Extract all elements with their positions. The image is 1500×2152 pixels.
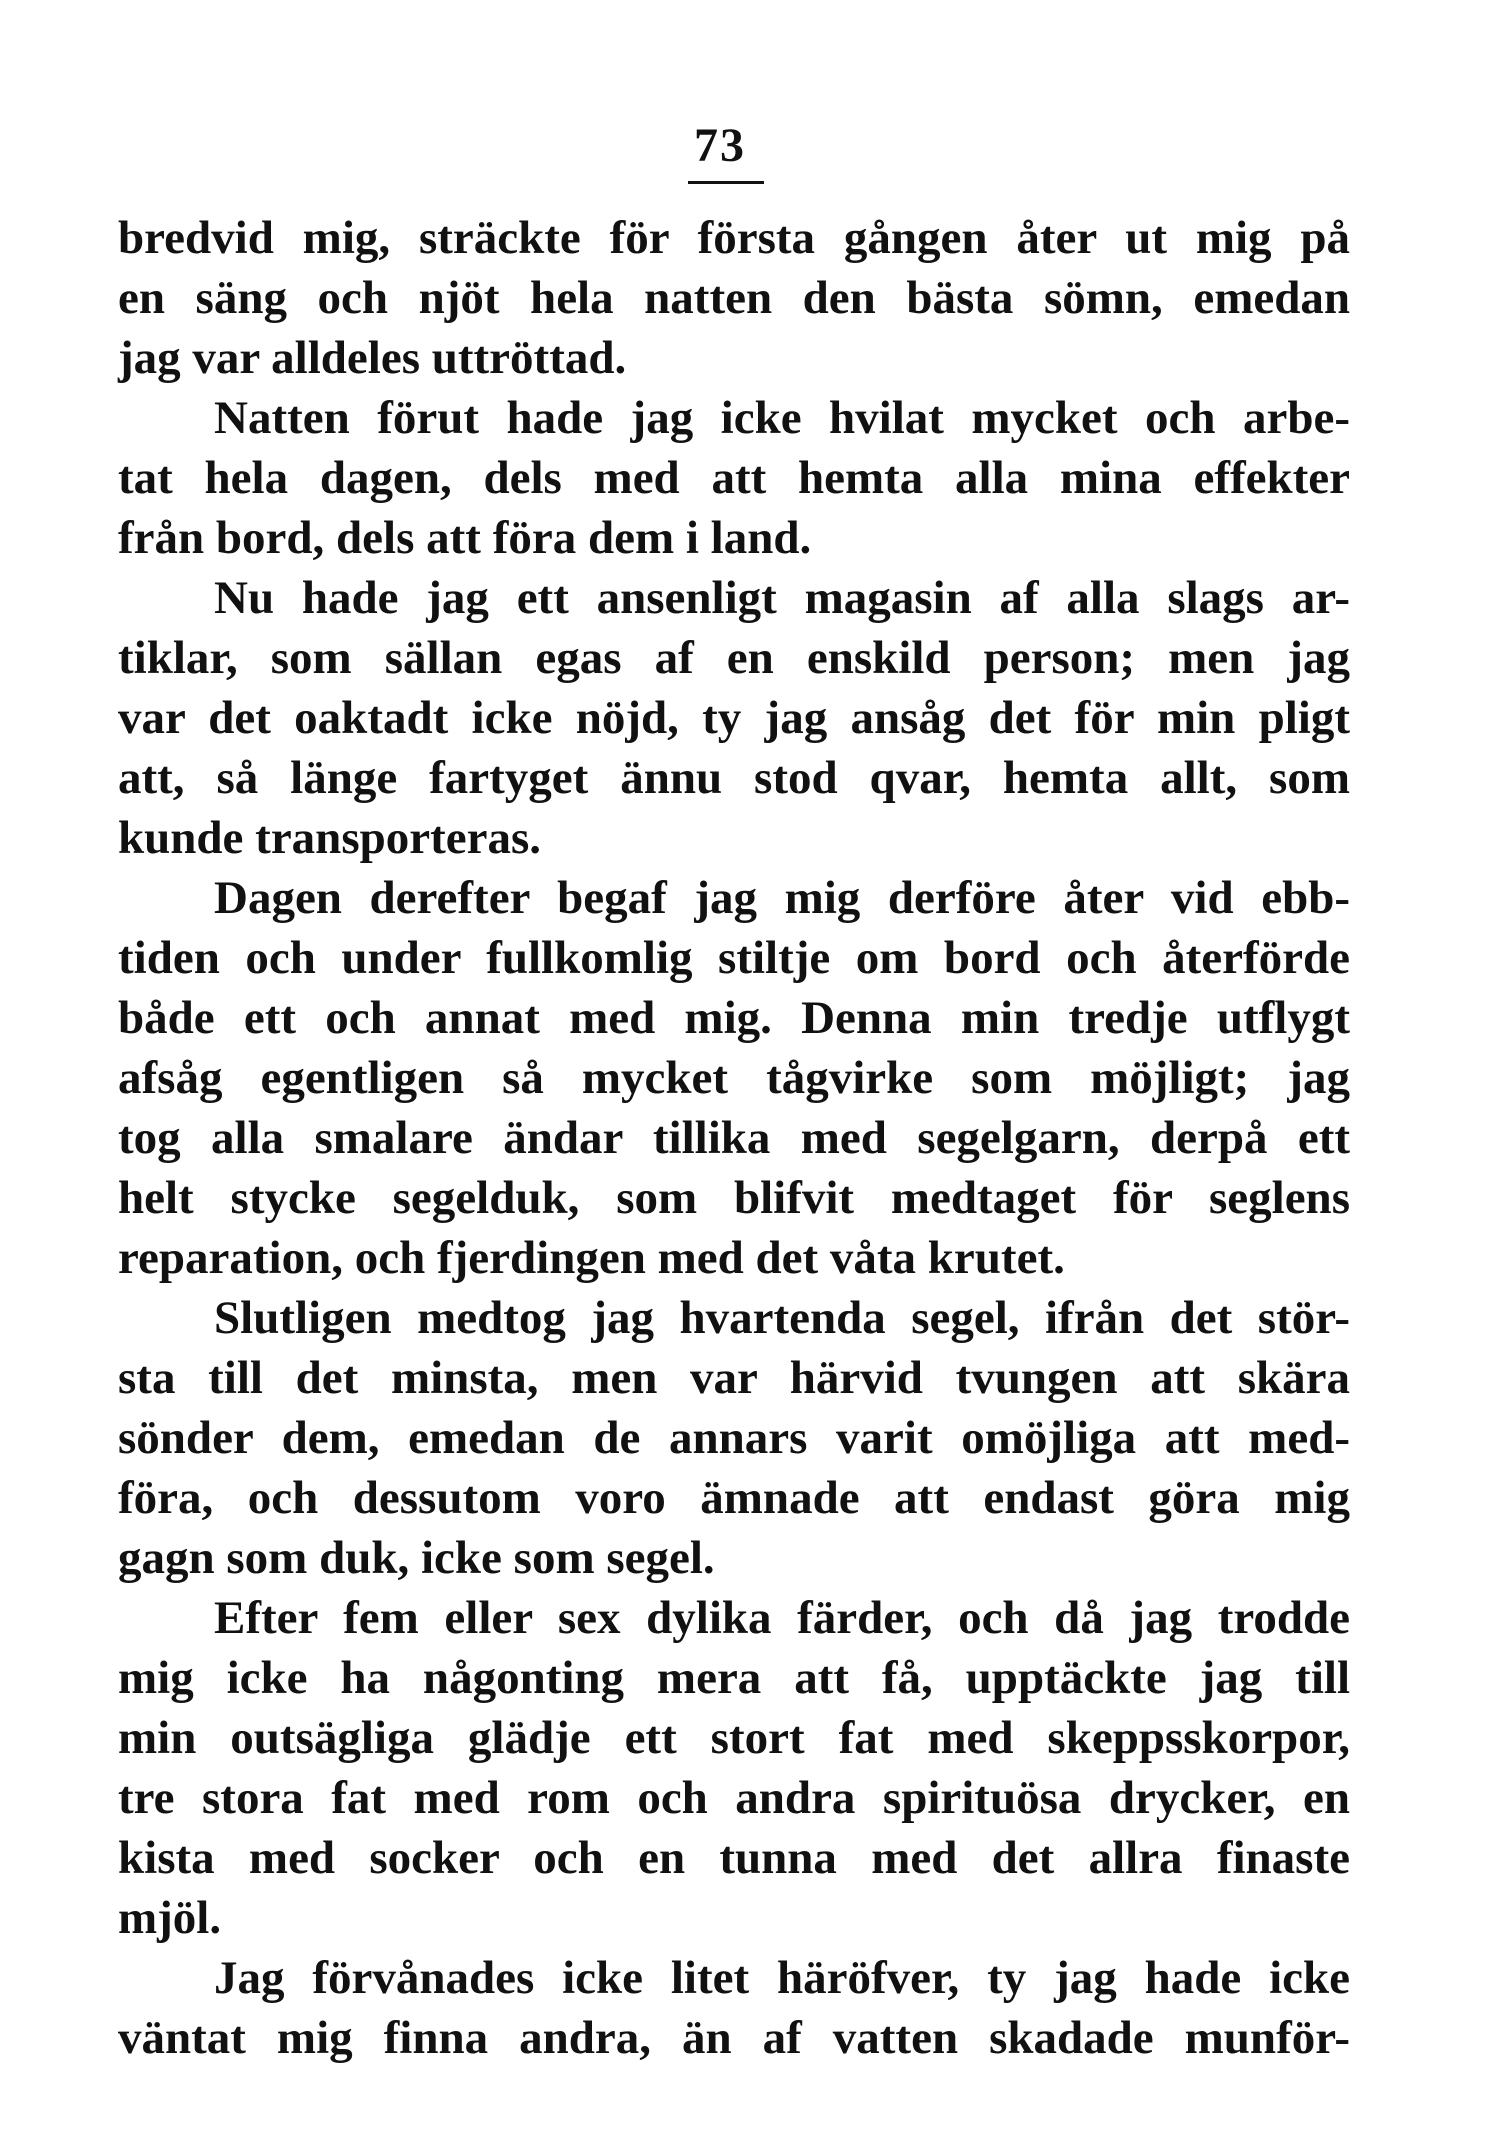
text-line: helt stycke segelduk, som blifvit medtaget för seglens — [118, 1172, 1350, 1224]
text-line: bredvid mig, sträckte för första gången åter ut mig på — [118, 212, 1350, 264]
text-line: väntat mig finna andra, än af vatten skadade munför- — [118, 2012, 1350, 2064]
text-line: Efter fem eller sex dylika färder, och då jag trodde — [214, 1592, 1350, 1644]
text-line: mjöl. — [118, 1892, 222, 1944]
text-line: tiden och under fullkomlig stiltje om bord och återförde — [118, 932, 1350, 984]
text-line: Natten förut hade jag icke hvilat mycket och arbe- — [214, 392, 1350, 444]
text-line: sta till det minsta, men var härvid tvungen att skära — [118, 1352, 1350, 1404]
text-line: jag var alldeles uttröttad. — [118, 332, 627, 384]
text-line: tog alla smalare ändar tillika med segelgarn, derpå ett — [118, 1112, 1350, 1164]
text-line: både ett och annat med mig. Denna min tredje utflygt — [118, 992, 1350, 1044]
text-line: Dagen derefter begaf jag mig derföre åter vid ebb- — [214, 872, 1350, 924]
text-line: mig icke ha någonting mera att få, upptäckte jag till — [118, 1652, 1350, 1704]
body-text — [118, 208, 1350, 2068]
page-number-rule — [688, 181, 764, 184]
text-line: tiklar, som sällan egas af en enskild person; men jag — [118, 632, 1350, 684]
text-line: föra, och dessutom voro ämnade att endast göra mig — [118, 1472, 1350, 1524]
page-number: 73 — [694, 119, 746, 172]
text-line: en säng och njöt hela natten den bästa sömn, emedan — [118, 272, 1350, 324]
text-line: var det oaktadt icke nöjd, ty jag ansåg det för min pligt — [118, 692, 1350, 744]
text-line: gagn som duk, icke som segel. — [118, 1532, 715, 1584]
text-line: kunde transporteras. — [118, 812, 542, 864]
text-line: Slutligen medtog jag hvartenda segel, ifrån det stör- — [214, 1292, 1350, 1344]
text-line: Jag förvånades icke litet häröfver, ty jag hade icke — [214, 1952, 1350, 2004]
text-line: afsåg egentligen så mycket tågvirke som möjligt; jag — [118, 1052, 1350, 1104]
text-line: tat hela dagen, dels med att hemta alla mina effekter — [118, 452, 1350, 504]
text-line: sönder dem, emedan de annars varit omöjliga att med- — [118, 1412, 1350, 1464]
text-line: från bord, dels att föra dem i land. — [118, 512, 812, 564]
text-line: reparation, och fjerdingen med det våta krutet. — [118, 1232, 1065, 1284]
text-line: kista med socker och en tunna med det allra finaste — [118, 1832, 1350, 1884]
text-line: min outsägliga glädje ett stort fat med skeppsskorpor, — [118, 1712, 1350, 1764]
text-line: Nu hade jag ett ansenligt magasin af alla slags ar- — [214, 572, 1350, 624]
text-line: att, så länge fartyget ännu stod qvar, hemta allt, som — [118, 752, 1350, 804]
text-line: tre stora fat med rom och andra spirituösa drycker, en — [118, 1772, 1350, 1824]
